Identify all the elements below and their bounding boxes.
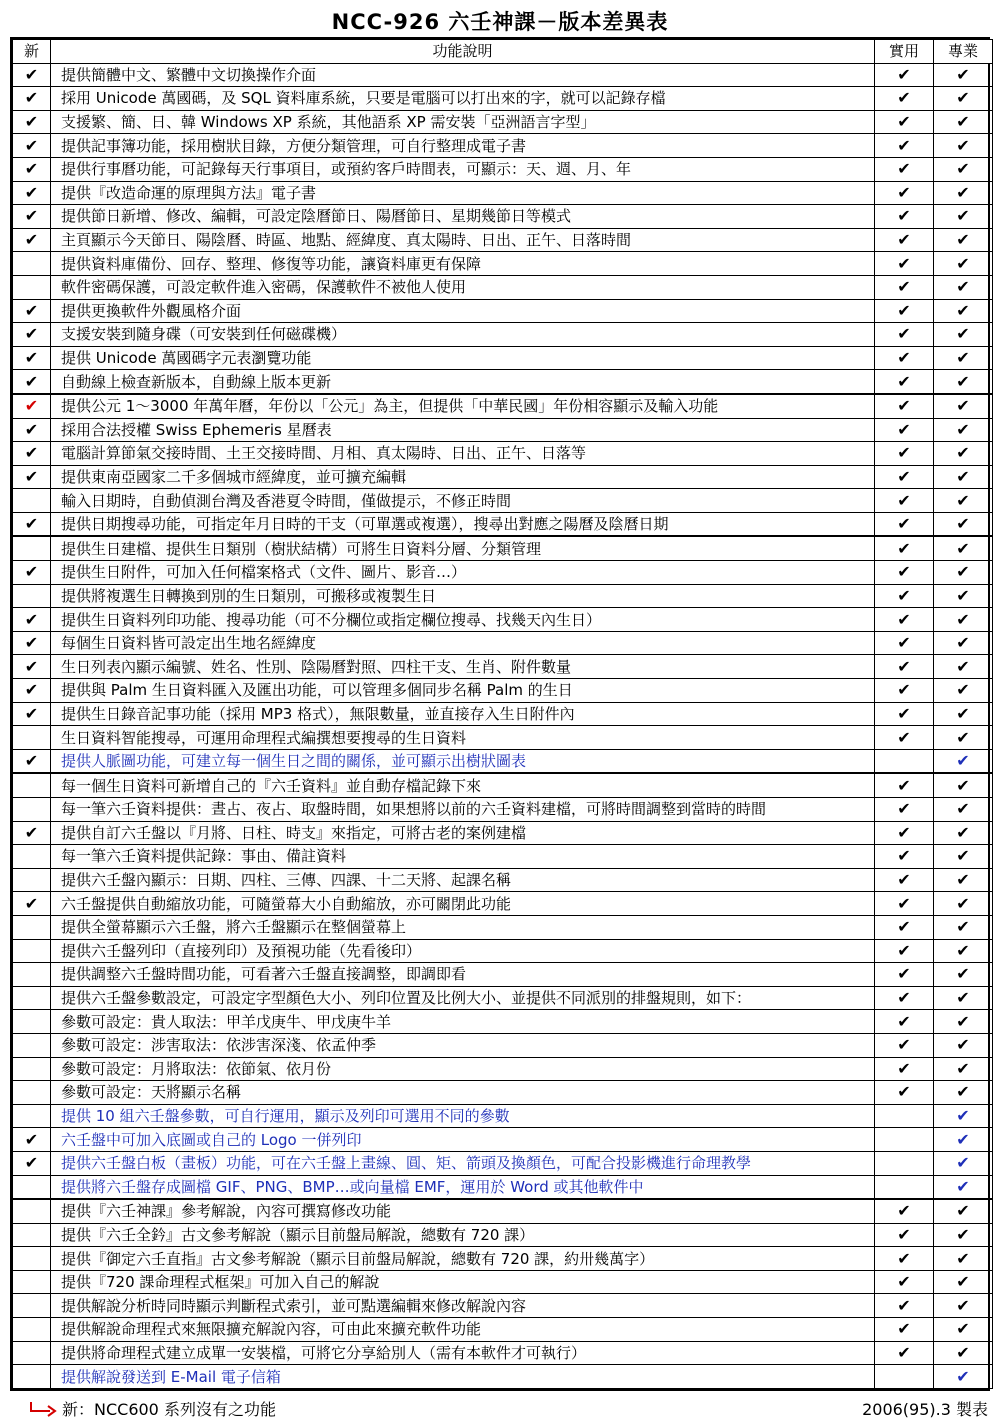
table-row <box>13 1294 993 1318</box>
new-check-icon <box>13 1104 51 1128</box>
feature-text: 參數可設定：天將顯示名稱 <box>51 1081 875 1105</box>
practical-check-icon: ✔ <box>875 1199 934 1223</box>
feature-text: 每一個生日資料可新增自己的『六壬資料』並自動存檔記錄下來 <box>51 773 875 797</box>
practical-check-icon: ✔ <box>875 536 934 560</box>
pro-check-icon: ✔ <box>934 465 993 489</box>
pro-check-icon: ✔ <box>934 702 993 726</box>
new-check-icon <box>13 584 51 608</box>
feature-text: 提供公元 1～3000 年萬年曆，年份以「公元」為主，但提供「中華民國」年份相容顯示及輸入功能 <box>51 394 875 418</box>
practical-check-icon: ✔ <box>875 299 934 323</box>
feature-text: 主頁顯示今天節日、陽陰曆、時區、地點、經緯度、真太陽時、日出、正午、日落時間 <box>51 228 875 252</box>
new-check-icon <box>13 1199 51 1223</box>
new-check-icon: ✔ <box>13 228 51 252</box>
pro-check-icon: ✔ <box>934 346 993 370</box>
table-row <box>13 275 993 299</box>
practical-check-icon: ✔ <box>875 63 934 87</box>
pro-check-icon: ✔ <box>934 1010 993 1034</box>
new-check-icon: ✔ <box>13 631 51 655</box>
pro-check-icon: ✔ <box>934 1341 993 1365</box>
pro-check-icon: ✔ <box>934 512 993 536</box>
new-check-icon: ✔ <box>13 1128 51 1152</box>
feature-text: 提供東南亞國家二千多個城市經緯度，並可擴充編輯 <box>51 465 875 489</box>
practical-check-icon: ✔ <box>875 110 934 134</box>
practical-check-icon: ✔ <box>875 370 934 394</box>
feature-text: 提供六壬盤參數設定，可設定字型顏色大小、列印位置及比例大小、並提供不同派別的排盤規則，如下： <box>51 986 875 1010</box>
practical-check-icon: ✔ <box>875 1010 934 1034</box>
pro-check-icon: ✔ <box>934 1270 993 1294</box>
footer-legend-text: 新：NCC600 系列沒有之功能 <box>62 1400 276 1419</box>
feature-text: 提供節日新增、修改、編輯，可設定陰曆節日、陽曆節日、星期幾節日等模式 <box>51 205 875 229</box>
feature-text: 提供行事曆功能，可記錄每天行事項目，或預約客戶時間表，可顯示：天、週、月、年 <box>51 157 875 181</box>
table-row <box>13 323 993 347</box>
feature-text: 提供更換軟件外觀風格介面 <box>51 299 875 323</box>
new-check-icon <box>13 963 51 987</box>
table-row <box>13 299 993 323</box>
pro-check-icon: ✔ <box>934 87 993 111</box>
table-row <box>13 631 993 655</box>
pro-check-icon: ✔ <box>934 655 993 679</box>
practical-check-icon: ✔ <box>875 702 934 726</box>
table-row <box>13 394 993 418</box>
new-check-icon: ✔ <box>13 512 51 536</box>
pro-check-icon: ✔ <box>934 963 993 987</box>
feature-text: 提供全螢幕顯示六壬盤，將六壬盤顯示在整個螢幕上 <box>51 915 875 939</box>
feature-text: 軟件密碼保護，可設定軟件進入密碼，保護軟件不被他人使用 <box>51 275 875 299</box>
pro-check-icon: ✔ <box>934 1294 993 1318</box>
pro-check-icon: ✔ <box>934 157 993 181</box>
feature-text: 每個生日資料皆可設定出生地名經緯度 <box>51 631 875 655</box>
practical-check-icon: ✔ <box>875 821 934 845</box>
practical-check-icon: ✔ <box>875 1318 934 1342</box>
header-pro: 專業 <box>934 40 993 64</box>
table-row <box>13 1010 993 1034</box>
feature-text: 提供六壬盤列印（直接列印）及預視功能（先看後印） <box>51 939 875 963</box>
practical-check-icon: ✔ <box>875 181 934 205</box>
table-row <box>13 1175 993 1199</box>
table-row <box>13 370 993 394</box>
new-check-icon <box>13 1033 51 1057</box>
practical-check-icon: ✔ <box>875 1033 934 1057</box>
pro-check-icon: ✔ <box>934 986 993 1010</box>
table-row <box>13 1057 993 1081</box>
table-row <box>13 986 993 1010</box>
new-check-icon <box>13 1057 51 1081</box>
feature-text: 每一筆六壬資料提供：晝占、夜占、取盤時間，如果想將以前的六壬資料建檔，可將時間調整到當時的時間 <box>51 798 875 822</box>
practical-check-icon: ✔ <box>875 418 934 442</box>
feature-text: 支援繁、簡、日、韓 Windows XP 系統，其他語系 XP 需安裝「亞洲語言字型」 <box>51 110 875 134</box>
pro-check-icon: ✔ <box>934 110 993 134</box>
pro-check-icon: ✔ <box>934 631 993 655</box>
table-row <box>13 1128 993 1152</box>
new-check-icon <box>13 1081 51 1105</box>
table-row <box>13 845 993 869</box>
new-check-icon: ✔ <box>13 655 51 679</box>
new-check-icon: ✔ <box>13 679 51 703</box>
feature-text: 提供生日建檔、提供生日類別（樹狀結構）可將生日資料分層、分類管理 <box>51 536 875 560</box>
pro-check-icon: ✔ <box>934 773 993 797</box>
practical-check-icon <box>875 749 934 773</box>
practical-check-icon: ✔ <box>875 205 934 229</box>
new-check-icon <box>13 489 51 513</box>
feature-text: 提供將命理程式建立成單一安裝檔，可將它分享給別人（需有本軟件才可執行） <box>51 1341 875 1365</box>
new-check-icon <box>13 1247 51 1271</box>
table-row <box>13 798 993 822</box>
new-check-icon: ✔ <box>13 608 51 632</box>
new-check-icon: ✔ <box>13 394 51 418</box>
table-header-row <box>13 40 993 64</box>
practical-check-icon: ✔ <box>875 275 934 299</box>
pro-check-icon: ✔ <box>934 798 993 822</box>
new-check-icon: ✔ <box>13 63 51 87</box>
table-row <box>13 346 993 370</box>
pro-check-icon: ✔ <box>934 181 993 205</box>
practical-check-icon: ✔ <box>875 157 934 181</box>
feature-text: 提供生日錄音記事功能（採用 MP3 格式），無限數量，並直接存入生日附件內 <box>51 702 875 726</box>
new-check-icon: ✔ <box>13 205 51 229</box>
feature-text: 提供六壬盤白板（畫板）功能，可在六壬盤上畫線、圓、矩、箭頭及換顏色，可配合投影機進行命理教學 <box>51 1151 875 1175</box>
new-check-icon <box>13 275 51 299</box>
pro-check-icon: ✔ <box>934 299 993 323</box>
feature-text: 提供與 Palm 生日資料匯入及匯出功能，可以管理多個同步名稱 Palm 的生日 <box>51 679 875 703</box>
new-check-icon <box>13 1010 51 1034</box>
table-row <box>13 1270 993 1294</box>
pro-check-icon: ✔ <box>934 561 993 585</box>
table-row <box>13 228 993 252</box>
pro-check-icon: ✔ <box>934 1318 993 1342</box>
pro-check-icon: ✔ <box>934 608 993 632</box>
practical-check-icon: ✔ <box>875 726 934 750</box>
feature-text: 提供簡體中文、繁體中文切換操作介面 <box>51 63 875 87</box>
table-row <box>13 465 993 489</box>
feature-text: 提供『改造命運的原理與方法』電子書 <box>51 181 875 205</box>
table-row <box>13 749 993 773</box>
new-check-icon <box>13 1223 51 1247</box>
feature-text: 輸入日期時，自動偵測台灣及香港夏令時間，僅做提示，不修正時間 <box>51 489 875 513</box>
pro-check-icon: ✔ <box>934 394 993 418</box>
pro-check-icon: ✔ <box>934 584 993 608</box>
pro-check-icon: ✔ <box>934 939 993 963</box>
new-check-icon: ✔ <box>13 346 51 370</box>
new-check-icon: ✔ <box>13 157 51 181</box>
practical-check-icon: ✔ <box>875 489 934 513</box>
new-check-icon <box>13 252 51 276</box>
new-check-icon: ✔ <box>13 418 51 442</box>
feature-text: 提供六壬盤內顯示：日期、四柱、三傳、四課、十二天將、起課名稱 <box>51 868 875 892</box>
practical-check-icon: ✔ <box>875 465 934 489</box>
practical-check-icon: ✔ <box>875 228 934 252</box>
new-check-icon: ✔ <box>13 134 51 158</box>
practical-check-icon: ✔ <box>875 346 934 370</box>
pro-check-icon: ✔ <box>934 228 993 252</box>
table-row <box>13 963 993 987</box>
practical-check-icon: ✔ <box>875 1247 934 1271</box>
table-row <box>13 821 993 845</box>
feature-text: 參數可設定：貴人取法：甲羊戊庚牛、甲戊庚牛羊 <box>51 1010 875 1034</box>
comparison-table <box>10 37 990 1391</box>
table-row <box>13 1223 993 1247</box>
new-check-icon: ✔ <box>13 87 51 111</box>
pro-check-icon: ✔ <box>934 749 993 773</box>
table-row <box>13 205 993 229</box>
practical-check-icon: ✔ <box>875 939 934 963</box>
new-check-icon <box>13 798 51 822</box>
table-row <box>13 1199 993 1223</box>
pro-check-icon: ✔ <box>934 370 993 394</box>
practical-check-icon: ✔ <box>875 394 934 418</box>
practical-check-icon: ✔ <box>875 584 934 608</box>
feature-text: 提供生日資料列印功能、搜尋功能（可不分欄位或指定欄位搜尋、找幾天內生日） <box>51 608 875 632</box>
pro-check-icon: ✔ <box>934 205 993 229</box>
new-check-icon <box>13 868 51 892</box>
new-check-icon: ✔ <box>13 181 51 205</box>
table-row <box>13 726 993 750</box>
table-row <box>13 1033 993 1057</box>
new-check-icon: ✔ <box>13 110 51 134</box>
table-row <box>13 892 993 916</box>
feature-text: 提供資料庫備份、回存、整理、修復等功能，讓資料庫更有保障 <box>51 252 875 276</box>
pro-check-icon: ✔ <box>934 1104 993 1128</box>
table-row <box>13 702 993 726</box>
pro-check-icon: ✔ <box>934 442 993 466</box>
new-check-icon <box>13 915 51 939</box>
feature-text: 提供『六壬全鈐』古文參考解說（顯示目前盤局解說，總數有 720 課） <box>51 1223 875 1247</box>
feature-text: 提供『六壬神課』參考解說，內容可撰寫修改功能 <box>51 1199 875 1223</box>
practical-check-icon: ✔ <box>875 608 934 632</box>
practical-check-icon: ✔ <box>875 1081 934 1105</box>
new-check-icon <box>13 1365 51 1389</box>
feature-text: 提供 Unicode 萬國碼字元表瀏覽功能 <box>51 346 875 370</box>
feature-text: 支援安裝到隨身碟（可安裝到任何磁碟機） <box>51 323 875 347</box>
practical-check-icon: ✔ <box>875 442 934 466</box>
footer-legend <box>28 1397 276 1420</box>
pro-check-icon: ✔ <box>934 1033 993 1057</box>
practical-check-icon: ✔ <box>875 963 934 987</box>
table-row <box>13 110 993 134</box>
table-row <box>13 773 993 797</box>
feature-text: 提供將六壬盤存成圖檔 GIF、PNG、BMP…或向量檔 EMF，運用於 Word 或其他軟件中 <box>51 1175 875 1199</box>
pro-check-icon: ✔ <box>934 821 993 845</box>
feature-text: 每一筆六壬資料提供記錄：事由、備註資料 <box>51 845 875 869</box>
feature-text: 生日資料智能搜尋，可運用命理程式編撰想要搜尋的生日資料 <box>51 726 875 750</box>
new-check-icon: ✔ <box>13 821 51 845</box>
table-row <box>13 536 993 560</box>
table-row <box>13 63 993 87</box>
table-row <box>13 512 993 536</box>
pro-check-icon: ✔ <box>934 1057 993 1081</box>
table-row <box>13 87 993 111</box>
pro-check-icon: ✔ <box>934 536 993 560</box>
pro-check-icon: ✔ <box>934 275 993 299</box>
practical-check-icon <box>875 1128 934 1152</box>
practical-check-icon: ✔ <box>875 87 934 111</box>
new-check-icon: ✔ <box>13 442 51 466</box>
table-row <box>13 418 993 442</box>
header-new: 新 <box>13 40 51 64</box>
new-check-icon <box>13 1270 51 1294</box>
practical-check-icon: ✔ <box>875 1270 934 1294</box>
header-practical: 實用 <box>875 40 934 64</box>
table-row <box>13 1104 993 1128</box>
practical-check-icon <box>875 1151 934 1175</box>
page-title: NCC-926 六壬神課－版本差異表 <box>331 10 669 34</box>
new-check-icon <box>13 726 51 750</box>
new-check-icon: ✔ <box>13 370 51 394</box>
table-row <box>13 939 993 963</box>
new-check-icon <box>13 1318 51 1342</box>
practical-check-icon: ✔ <box>875 631 934 655</box>
practical-check-icon: ✔ <box>875 679 934 703</box>
practical-check-icon: ✔ <box>875 512 934 536</box>
table-row <box>13 915 993 939</box>
table-row <box>13 1365 993 1389</box>
practical-check-icon <box>875 1365 934 1389</box>
table-row <box>13 1318 993 1342</box>
pro-check-icon: ✔ <box>934 1151 993 1175</box>
practical-check-icon: ✔ <box>875 561 934 585</box>
pro-check-icon: ✔ <box>934 323 993 347</box>
feature-text: 電腦計算節氣交接時間、土王交接時間、月相、真太陽時、日出、正午、日落等 <box>51 442 875 466</box>
practical-check-icon: ✔ <box>875 323 934 347</box>
pro-check-icon: ✔ <box>934 1365 993 1389</box>
header-feature: 功能說明 <box>51 40 875 64</box>
feature-text: 提供調整六壬盤時間功能，可看著六壬盤直接調整，即調即看 <box>51 963 875 987</box>
feature-text: 提供日期搜尋功能，可指定年月日時的干支（可單選或複選），搜尋出對應之陽曆及陰曆日期 <box>51 512 875 536</box>
feature-text: 提供 10 組六壬盤參數，可自行運用，顯示及列印可選用不同的參數 <box>51 1104 875 1128</box>
feature-text: 自動線上檢查新版本，自動線上版本更新 <box>51 370 875 394</box>
feature-text: 提供生日附件，可加入任何檔案格式（文件、圖片、影音…） <box>51 561 875 585</box>
feature-text: 提供解說分析時同時顯示判斷程式索引，並可點選編輯來修改解說內容 <box>51 1294 875 1318</box>
practical-check-icon: ✔ <box>875 1294 934 1318</box>
new-check-icon: ✔ <box>13 299 51 323</box>
pro-check-icon: ✔ <box>934 63 993 87</box>
feature-text: 提供解說發送到 E-Mail 電子信箱 <box>51 1365 875 1389</box>
feature-text: 提供記事簿功能，採用樹狀目錄，方便分類管理，可自行整理成電子書 <box>51 134 875 158</box>
practical-check-icon: ✔ <box>875 845 934 869</box>
feature-text: 提供將複選生日轉換到別的生日類別，可搬移或複製生日 <box>51 584 875 608</box>
pro-check-icon: ✔ <box>934 418 993 442</box>
practical-check-icon: ✔ <box>875 892 934 916</box>
new-check-icon <box>13 773 51 797</box>
table-row <box>13 442 993 466</box>
practical-check-icon: ✔ <box>875 252 934 276</box>
new-check-icon <box>13 536 51 560</box>
practical-check-icon: ✔ <box>875 134 934 158</box>
table-row <box>13 655 993 679</box>
new-check-icon <box>13 939 51 963</box>
new-check-icon: ✔ <box>13 702 51 726</box>
practical-check-icon <box>875 1175 934 1199</box>
practical-check-icon <box>875 1104 934 1128</box>
feature-text: 提供解說命理程式來無限擴充解說內容，可由此來擴充軟件功能 <box>51 1318 875 1342</box>
feature-text: 參數可設定：涉害取法：依涉害深淺、依孟仲季 <box>51 1033 875 1057</box>
table-row <box>13 1151 993 1175</box>
pro-check-icon: ✔ <box>934 845 993 869</box>
table-row <box>13 134 993 158</box>
pro-check-icon: ✔ <box>934 915 993 939</box>
new-check-icon <box>13 986 51 1010</box>
footer-date: 2006(95).3 製表 <box>862 1400 988 1419</box>
new-check-icon <box>13 1294 51 1318</box>
feature-text: 提供『720 課命理程式框架』可加入自己的解說 <box>51 1270 875 1294</box>
table-row <box>13 608 993 632</box>
feature-text: 採用 Unicode 萬國碼，及 SQL 資料庫系統，只要是電腦可以打出來的字，就可以記錄存檔 <box>51 87 875 111</box>
table-row <box>13 181 993 205</box>
table-row <box>13 1081 993 1105</box>
practical-check-icon: ✔ <box>875 798 934 822</box>
new-check-icon: ✔ <box>13 561 51 585</box>
feature-text: 參數可設定：月將取法：依節氣、依月份 <box>51 1057 875 1081</box>
practical-check-icon: ✔ <box>875 773 934 797</box>
table-row <box>13 679 993 703</box>
pro-check-icon: ✔ <box>934 892 993 916</box>
feature-text: 提供自訂六壬盤以『月將、日柱、時支』來指定，可將古老的案例建檔 <box>51 821 875 845</box>
new-check-icon: ✔ <box>13 1151 51 1175</box>
practical-check-icon: ✔ <box>875 915 934 939</box>
new-check-icon: ✔ <box>13 323 51 347</box>
practical-check-icon: ✔ <box>875 1341 934 1365</box>
feature-text: 提供人脈圖功能，可建立每一個生日之間的關係，並可顯示出樹狀圖表 <box>51 749 875 773</box>
pro-check-icon: ✔ <box>934 1175 993 1199</box>
new-check-icon: ✔ <box>13 749 51 773</box>
feature-text: 提供『御定六壬直指』古文參考解說（顯示目前盤局解說，總數有 720 課，約卅幾萬字） <box>51 1247 875 1271</box>
new-check-icon: ✔ <box>13 465 51 489</box>
arrow-right-icon <box>28 1401 58 1417</box>
feature-text: 採用合法授權 Swiss Ephemeris 星曆表 <box>51 418 875 442</box>
table-row <box>13 584 993 608</box>
pro-check-icon: ✔ <box>934 1081 993 1105</box>
table-row <box>13 561 993 585</box>
table-row <box>13 489 993 513</box>
table-row <box>13 157 993 181</box>
practical-check-icon: ✔ <box>875 868 934 892</box>
pro-check-icon: ✔ <box>934 489 993 513</box>
new-check-icon <box>13 1175 51 1199</box>
table-row <box>13 1247 993 1271</box>
pro-check-icon: ✔ <box>934 1199 993 1223</box>
pro-check-icon: ✔ <box>934 1128 993 1152</box>
pro-check-icon: ✔ <box>934 1247 993 1271</box>
pro-check-icon: ✔ <box>934 679 993 703</box>
new-check-icon: ✔ <box>13 892 51 916</box>
pro-check-icon: ✔ <box>934 1223 993 1247</box>
table-row <box>13 868 993 892</box>
feature-text: 生日列表內顯示編號、姓名、性別、陰陽曆對照、四柱干支、生肖、附件數量 <box>51 655 875 679</box>
practical-check-icon: ✔ <box>875 1223 934 1247</box>
practical-check-icon: ✔ <box>875 1057 934 1081</box>
feature-text: 六壬盤中可加入底圖或自己的 Logo 一併列印 <box>51 1128 875 1152</box>
pro-check-icon: ✔ <box>934 134 993 158</box>
feature-text: 六壬盤提供自動縮放功能，可隨螢幕大小自動縮放，亦可關閉此功能 <box>51 892 875 916</box>
pro-check-icon: ✔ <box>934 252 993 276</box>
practical-check-icon: ✔ <box>875 986 934 1010</box>
pro-check-icon: ✔ <box>934 868 993 892</box>
new-check-icon <box>13 1341 51 1365</box>
practical-check-icon: ✔ <box>875 655 934 679</box>
table-row <box>13 252 993 276</box>
pro-check-icon: ✔ <box>934 726 993 750</box>
new-check-icon <box>13 845 51 869</box>
table-row <box>13 1341 993 1365</box>
